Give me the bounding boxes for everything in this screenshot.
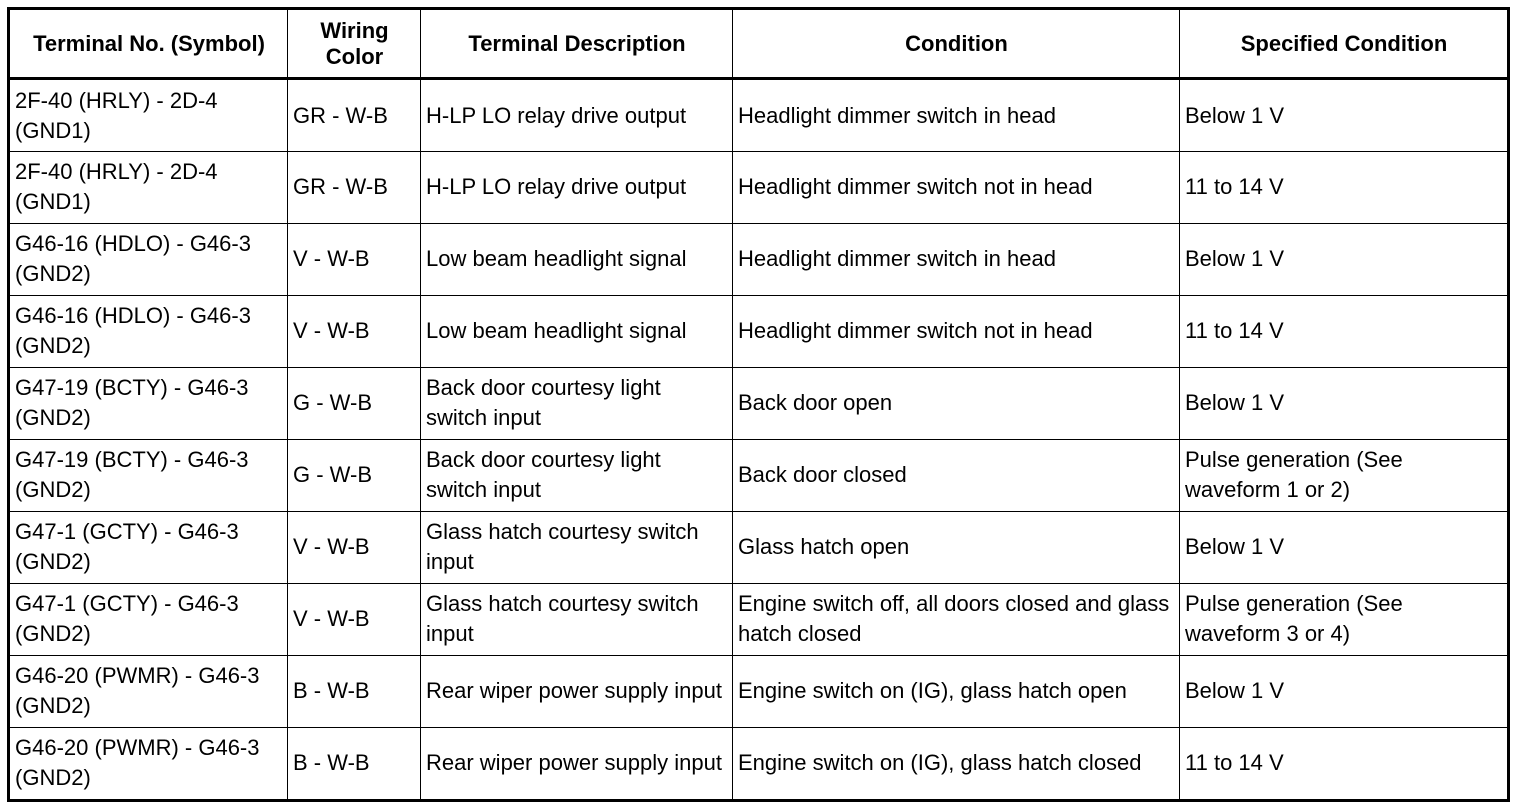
table-row — [9, 295, 1509, 367]
header-terminal-description: Terminal Description — [421, 9, 733, 79]
cell-terminal-description: Rear wiper power supply input — [421, 727, 733, 800]
table-row — [9, 583, 1509, 655]
header-condition: Condition — [733, 9, 1180, 79]
table-row — [9, 152, 1509, 224]
cell-terminal-no: G47-19 (BCTY) - G46-3 (GND2) — [9, 439, 288, 511]
cell-terminal-no: G46-16 (HDLO) - G46-3 (GND2) — [9, 295, 288, 367]
cell-terminal-description: Glass hatch courtesy switch input — [421, 511, 733, 583]
cell-terminal-description: H-LP LO relay drive output — [421, 152, 733, 224]
cell-specified-condition: Pulse generation (See waveform 1 or 2) — [1180, 439, 1509, 511]
cell-wiring-color: V - W-B — [288, 583, 421, 655]
cell-condition: Engine switch on (IG), glass hatch closed — [733, 727, 1180, 800]
cell-terminal-no: 2F-40 (HRLY) - 2D-4 (GND1) — [9, 79, 288, 152]
cell-terminal-no: G47-19 (BCTY) - G46-3 (GND2) — [9, 367, 288, 439]
cell-terminal-no: G47-1 (GCTY) - G46-3 (GND2) — [9, 511, 288, 583]
table-body — [9, 79, 1509, 801]
cell-wiring-color: GR - W-B — [288, 79, 421, 152]
cell-wiring-color: V - W-B — [288, 295, 421, 367]
terminal-specification-table — [7, 7, 1510, 802]
header-wiring-color — [288, 9, 421, 79]
cell-wiring-color: B - W-B — [288, 655, 421, 727]
cell-terminal-description: H-LP LO relay drive output — [421, 79, 733, 152]
cell-condition: Glass hatch open — [733, 511, 1180, 583]
cell-specified-condition: Below 1 V — [1180, 223, 1509, 295]
cell-terminal-description: Low beam headlight signal — [421, 223, 733, 295]
cell-terminal-description: Glass hatch courtesy switch input — [421, 583, 733, 655]
cell-condition: Back door closed — [733, 439, 1180, 511]
cell-specified-condition: Below 1 V — [1180, 79, 1509, 152]
cell-terminal-description: Low beam headlight signal — [421, 295, 733, 367]
cell-condition: Back door open — [733, 367, 1180, 439]
cell-condition: Headlight dimmer switch not in head — [733, 152, 1180, 224]
table-row — [9, 727, 1509, 800]
cell-wiring-color: V - W-B — [288, 223, 421, 295]
cell-terminal-no: G46-20 (PWMR) - G46-3 (GND2) — [9, 727, 288, 800]
cell-wiring-color: B - W-B — [288, 727, 421, 800]
cell-condition: Headlight dimmer switch in head — [733, 79, 1180, 152]
cell-terminal-description: Rear wiper power supply input — [421, 655, 733, 727]
cell-specified-condition: 11 to 14 V — [1180, 295, 1509, 367]
cell-wiring-color: GR - W-B — [288, 152, 421, 224]
cell-condition: Headlight dimmer switch in head — [733, 223, 1180, 295]
cell-specified-condition: Below 1 V — [1180, 367, 1509, 439]
cell-terminal-no: G46-16 (HDLO) - G46-3 (GND2) — [9, 223, 288, 295]
cell-wiring-color: G - W-B — [288, 439, 421, 511]
cell-specified-condition: Below 1 V — [1180, 511, 1509, 583]
table-row — [9, 655, 1509, 727]
cell-condition: Headlight dimmer switch not in head — [733, 295, 1180, 367]
cell-terminal-no: G47-1 (GCTY) - G46-3 (GND2) — [9, 583, 288, 655]
cell-specified-condition: Below 1 V — [1180, 655, 1509, 727]
table-row — [9, 367, 1509, 439]
header-wiring-color-label: Wiring Color — [320, 17, 389, 69]
header-specified-condition: Specified Condition — [1180, 9, 1509, 79]
cell-wiring-color: G - W-B — [288, 367, 421, 439]
table-row — [9, 439, 1509, 511]
cell-specified-condition: Pulse generation (See waveform 3 or 4) — [1180, 583, 1509, 655]
cell-specified-condition: 11 to 14 V — [1180, 152, 1509, 224]
table-row — [9, 511, 1509, 583]
table-row — [9, 79, 1509, 152]
cell-terminal-description: Back door courtesy light switch input — [421, 439, 733, 511]
header-terminal-no: Terminal No. (Symbol) — [9, 9, 288, 79]
cell-wiring-color: V - W-B — [288, 511, 421, 583]
cell-terminal-description: Back door courtesy light switch input — [421, 367, 733, 439]
table-row — [9, 223, 1509, 295]
table-header-row — [9, 9, 1509, 79]
cell-condition: Engine switch off, all doors closed and glass hatch closed — [733, 583, 1180, 655]
cell-terminal-no: 2F-40 (HRLY) - 2D-4 (GND1) — [9, 152, 288, 224]
cell-terminal-no: G46-20 (PWMR) - G46-3 (GND2) — [9, 655, 288, 727]
cell-condition: Engine switch on (IG), glass hatch open — [733, 655, 1180, 727]
cell-specified-condition: 11 to 14 V — [1180, 727, 1509, 800]
terminal-table-container — [7, 7, 1507, 802]
